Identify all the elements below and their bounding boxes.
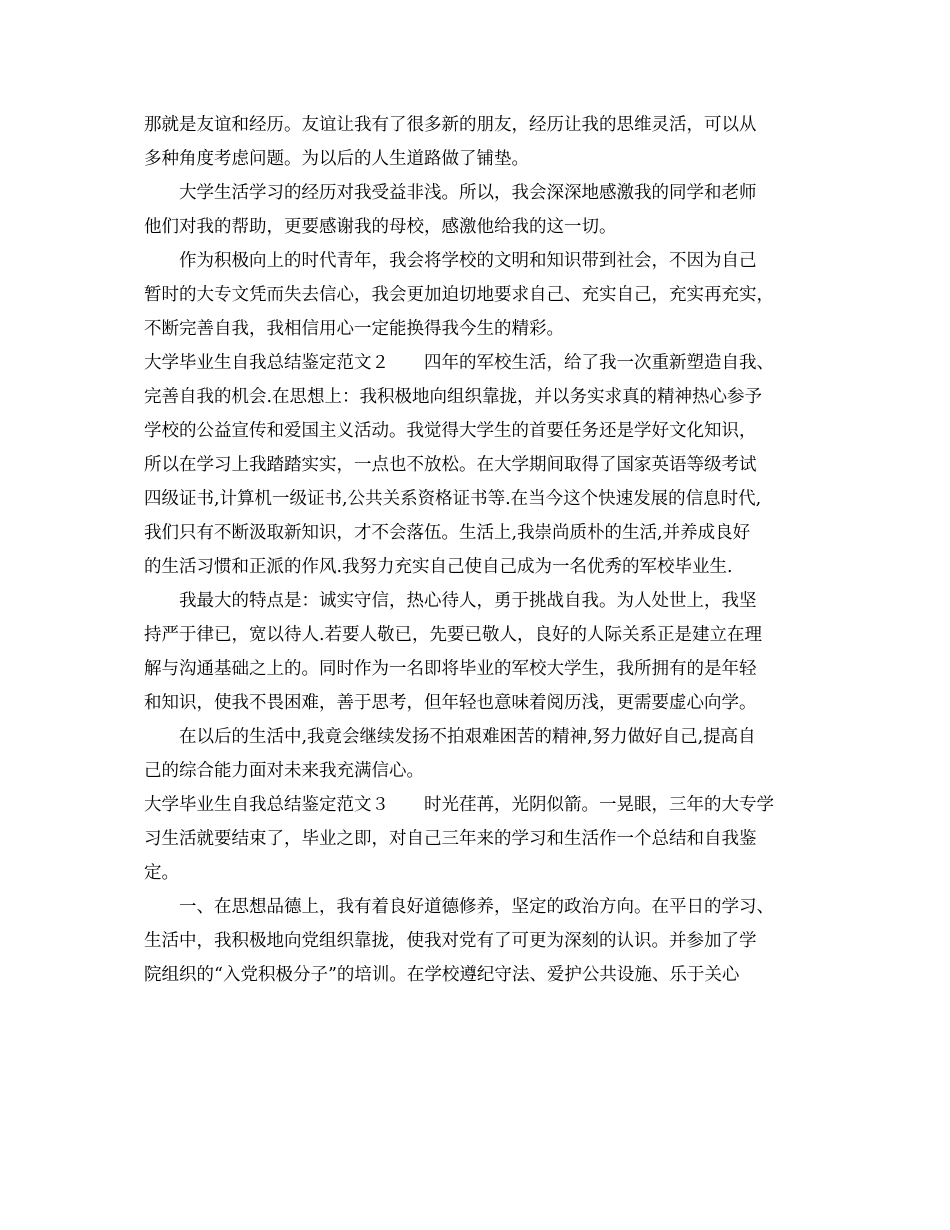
document-body-text (144, 108, 824, 992)
text-line: 学校的公益宣传和爱国主义活动。我觉得大学生的首要任务还是学好文化知识， (144, 421, 757, 441)
text-line: 定。 (144, 863, 179, 883)
text-line: 那就是友谊和经历。友谊让我有了很多新的朋友，经历让我的思维灵活，可以从 (144, 115, 757, 135)
text-line: 不断完善自我，我相信用心一定能换得我今生的精彩。 (144, 319, 564, 339)
section-heading-line: 大学毕业生自我总结鉴定范文３ 时光荏苒，光阴似箭。一晃眼，三年的大专学 (144, 795, 774, 815)
section-heading-line: 大学毕业生自我总结鉴定范文２ 四年的军校生活，给了我一次重新塑造自我、 (144, 353, 774, 373)
text-line: 生活中，我积极地向党组织靠拢，使我对党有了可更为深刻的认识。并参加了学 (144, 931, 757, 951)
text-line: 大学生活学习的经历对我受益非浅。所以，我会深深地感激我的同学和老师 (144, 183, 757, 203)
text-line: 院组织的“入党积极分子”的培训。在学校遵纪守法、爱护公共设施、乐于关心 (144, 965, 740, 985)
text-line: 在以后的生活中,我竟会继续发扬不拍艰难困苦的精神,努力做好自己,提高自 (144, 727, 756, 747)
text-line: 持严于律已，宽以待人.若要人敬已，先要已敬人，良好的人际关系正是建立在理 (144, 625, 763, 645)
text-line: 解与沟通基础之上的。同时作为一名即将毕业的军校大学生，我所拥有的是年轻 (144, 659, 757, 679)
text-line: 我们只有不断汲取新知识，才不会落伍。生活上,我崇尚质朴的生活,并养成良好 (144, 523, 751, 543)
text-line: 我最大的特点是：诚实守信，热心待人，勇于挑战自我。为人处世上，我坚 (144, 591, 757, 611)
text-line: 和知识，使我不畏困难，善于思考，但年轻也意味着阅历浅，更需要虚心向学。 (144, 693, 757, 713)
text-line: 作为积极向上的时代青年，我会将学校的文明和知识带到社会，不因为自己 (144, 251, 757, 271)
text-line: 己的综合能力面对未来我充满信心。 (144, 761, 424, 781)
text-line: 他们对我的帮助，更要感谢我的母校，感激他给我的这一切。 (144, 217, 617, 237)
text-line: 暂时的大专文凭而失去信心，我会更加迫切地要求自己、充实自己，充实再充实， (144, 285, 774, 305)
text-line: 完善自我的机会.在思想上：我积极地向组织靠拢，并以务实求真的精神热心参予 (144, 387, 763, 407)
text-line: 习生活就要结束了，毕业之即，对自己三年来的学习和生活作一个总结和自我鉴 (144, 829, 757, 849)
text-line: 一、在思想品德上，我有着良好道德修养，坚定的政治方向。在平日的学习、 (144, 897, 774, 917)
text-line: 的生活习惯和正派的作风.我努力充实自己使自己成为一名优秀的军校毕业生. (144, 557, 733, 577)
text-line: 所以在学习上我踏踏实实，一点也不放松。在大学期间取得了国家英语等级考试 (144, 455, 757, 475)
text-line: 多种角度考虑问题。为以后的人生道路做了铺垫。 (144, 149, 529, 169)
text-line: 四级证书,计算机一级证书,公共关系资格证书等.在当今这个快速发展的信息时代, (144, 489, 762, 509)
